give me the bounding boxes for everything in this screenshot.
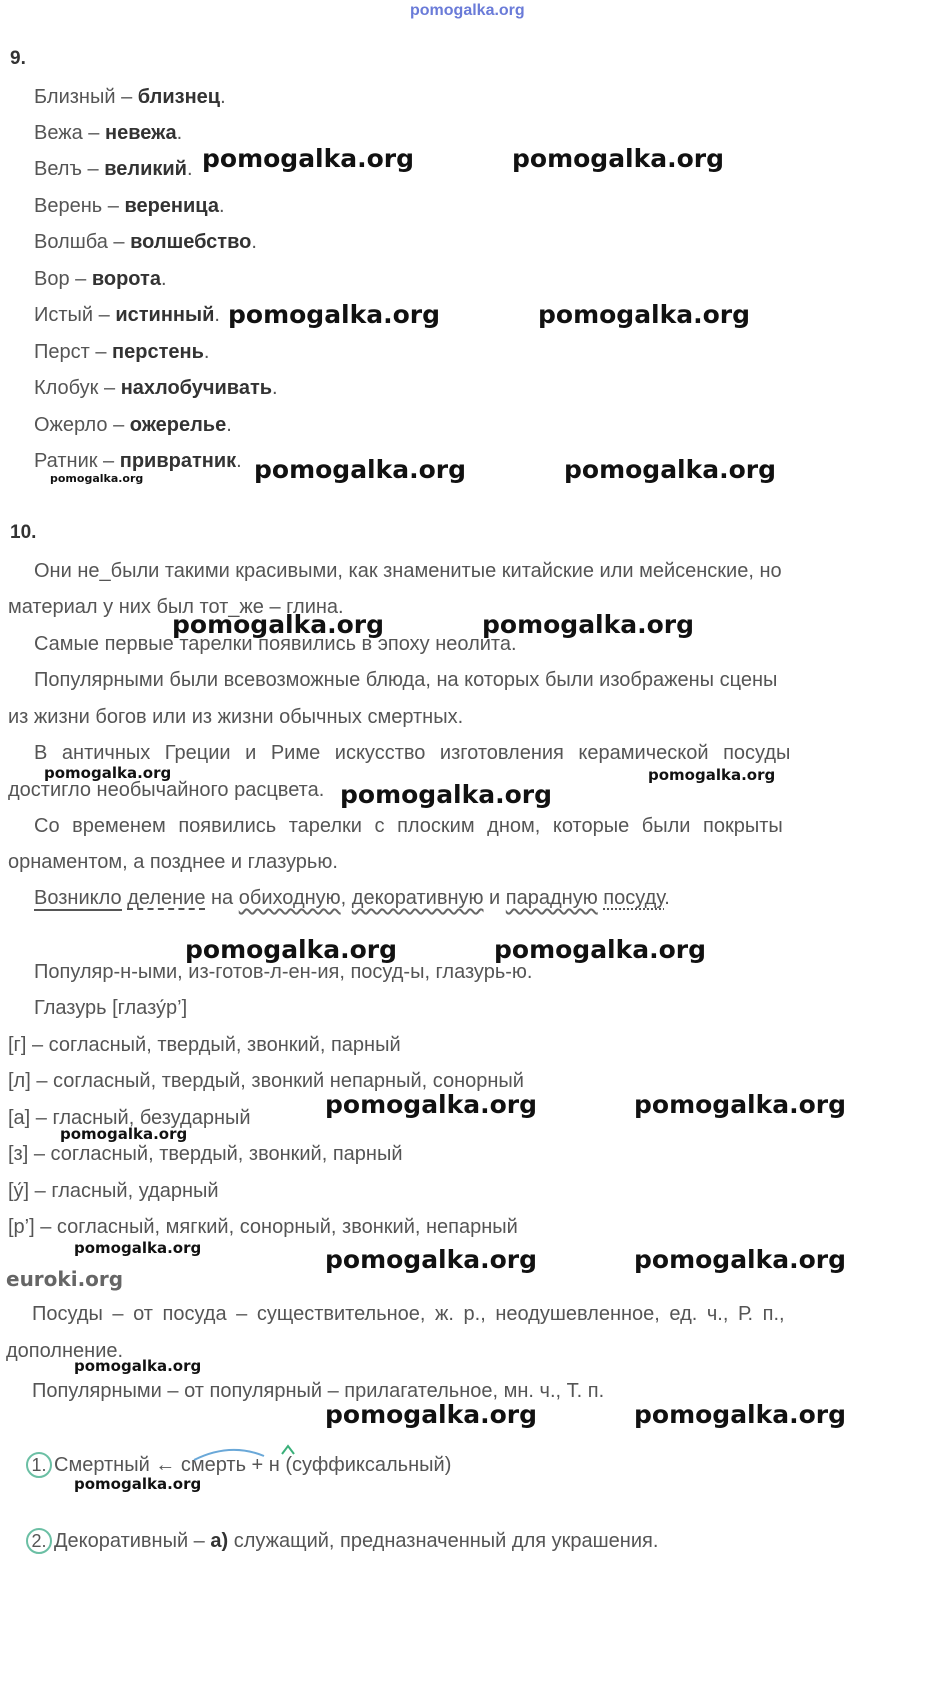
- p1-line1: Они не_были такими красивыми, как знаменитые китайские или мейсенские, но: [34, 560, 782, 582]
- watermark-small: pomogalka.org: [74, 1357, 202, 1375]
- word: Волшба: [34, 231, 108, 253]
- morph2: Популярными – от популярный – прилагательное, мн. ч., Т. п.: [32, 1380, 605, 1402]
- dash: –: [81, 158, 105, 180]
- period: .: [186, 158, 193, 180]
- word: Верень: [34, 195, 103, 217]
- period: .: [226, 414, 232, 436]
- p3-line2: из жизни богов или из жизни обычных смертных.: [8, 706, 464, 728]
- modifier-2: декоративную: [351, 887, 484, 909]
- morph1-line1: Посуды – от посуда – существительное, ж. р., неодушевленное, ед. ч., Р. п.,: [32, 1303, 785, 1325]
- subject: Возникло: [34, 887, 122, 909]
- watermark: pomogalka.org: [634, 1245, 847, 1274]
- dash: –: [102, 195, 125, 217]
- task-9-number: 9.: [10, 48, 26, 69]
- period: .: [176, 122, 183, 144]
- p4-line1: В античных Греции и Риме искусство изготовления керамической посуды: [34, 742, 791, 764]
- item-1-number: 1.: [26, 1452, 52, 1478]
- task-9-item: [34, 195, 225, 218]
- task-9-item: [34, 268, 167, 291]
- answer: ожерелье: [129, 414, 227, 436]
- phonetic-line: [л] – согласный, твердый, звонкий непарный, сонорный: [8, 1070, 524, 1092]
- item-2-pre: Декоративный –: [54, 1530, 211, 1552]
- p5-line2: орнаментом, а позднее и глазурью.: [8, 851, 338, 873]
- morph1-line2: дополнение.: [6, 1340, 124, 1362]
- word: Клобук: [34, 377, 99, 399]
- answer: близнец: [137, 86, 221, 108]
- item-2: [26, 1528, 658, 1554]
- dash: –: [115, 86, 138, 108]
- phonetic-line: [р’] – согласный, мягкий, сонорный, звонкий, непарный: [8, 1216, 518, 1238]
- task-9-item: [34, 450, 242, 473]
- modifier-3: парадную: [505, 887, 598, 909]
- object: посуду: [603, 887, 665, 909]
- item-2-post: служащий, предназначенный для украшения.: [228, 1530, 659, 1552]
- period: .: [220, 86, 226, 108]
- task-9-item: [34, 231, 257, 254]
- watermark: pomogalka.org: [564, 455, 777, 484]
- watermark: pomogalka.org: [228, 300, 441, 329]
- watermark: pomogalka.org: [494, 935, 707, 964]
- answer: ворота: [91, 268, 161, 290]
- word: Ратник: [34, 450, 98, 472]
- dash: –: [97, 450, 120, 472]
- period: .: [664, 887, 670, 909]
- period: .: [218, 195, 225, 217]
- watermark: pomogalka.org: [340, 780, 553, 809]
- connector: на: [205, 887, 239, 909]
- watermark: pomogalka.org: [634, 1090, 847, 1119]
- answer: вереница: [124, 195, 219, 217]
- watermark: pomogalka.org: [325, 1245, 538, 1274]
- p4-line2: достигло необычайного расцвета.: [8, 779, 325, 801]
- p5-line1: Со временем появились тарелки с плоским дном, которые были покрыты: [34, 815, 783, 837]
- watermark-small: pomogalka.org: [74, 1239, 202, 1257]
- item-1-text: Смертный ← смерть + н (суффиксальный): [54, 1454, 452, 1476]
- item-2-letter: а): [210, 1530, 229, 1552]
- dash: –: [107, 231, 131, 253]
- header-watermark: pomogalka.org: [410, 2, 525, 19]
- watermark: pomogalka.org: [538, 300, 751, 329]
- task-9-item: [34, 341, 209, 364]
- watermark-small: pomogalka.org: [44, 764, 172, 782]
- watermark-small: pomogalka.org: [60, 1125, 188, 1143]
- dash: –: [107, 414, 130, 436]
- watermark: pomogalka.org: [172, 610, 385, 639]
- word: Перст: [34, 341, 90, 363]
- watermark: pomogalka.org: [634, 1400, 847, 1429]
- watermark-tiny: pomogalka.org: [50, 472, 144, 485]
- dash: –: [98, 377, 121, 399]
- period: .: [236, 450, 242, 472]
- task-10-number: 10.: [10, 522, 37, 543]
- answer: невежа: [105, 122, 177, 144]
- word: Близный: [34, 86, 116, 108]
- task-9-item: [34, 377, 278, 400]
- task-9-item: [34, 414, 232, 437]
- task-9-item: [34, 122, 182, 145]
- modifier-1: обиходную: [238, 887, 341, 909]
- watermark: pomogalka.org: [325, 1400, 538, 1429]
- phonetic-line: [у́] – гласный, ударный: [8, 1180, 219, 1202]
- morpheme-split: Популяр-н-ыми, из-готов-л-ен-ия, посуд-ы, глазурь-ю.: [34, 961, 533, 983]
- word: Вор: [34, 268, 70, 290]
- task-9-item: [34, 304, 220, 327]
- parsed-sentence: [34, 887, 670, 910]
- word: Вежа: [34, 122, 83, 144]
- comma: ,: [340, 887, 352, 909]
- answer: привратник: [119, 450, 237, 472]
- watermark: pomogalka.org: [202, 144, 415, 173]
- period: .: [214, 304, 220, 326]
- phonetic-line: [а] – гласный, безударный: [8, 1107, 251, 1129]
- watermark: pomogalka.org: [325, 1090, 538, 1119]
- dash: –: [89, 341, 113, 363]
- phonetic-line: [з] – согласный, твердый, звонкий, парный: [8, 1143, 403, 1165]
- word: Ожерло: [34, 414, 108, 436]
- answer: истинный: [115, 304, 215, 326]
- p3-line1: Популярными были всевозможные блюда, на которых были изображены сцены: [34, 669, 778, 691]
- task-9-item: [34, 86, 226, 109]
- root-arc: [190, 1440, 310, 1464]
- p1-line2: материал у них был тот_же – глина.: [8, 596, 344, 618]
- conjunction: и: [483, 887, 506, 909]
- period: .: [251, 231, 257, 253]
- dash: –: [82, 122, 105, 144]
- word: Велъ: [34, 158, 82, 180]
- watermark: pomogalka.org: [482, 610, 695, 639]
- dash: –: [93, 304, 116, 326]
- answer: великий: [104, 158, 187, 180]
- watermark-small: pomogalka.org: [74, 1475, 202, 1493]
- dash: –: [69, 268, 92, 290]
- watermark: pomogalka.org: [254, 455, 467, 484]
- answer: волшебство: [130, 231, 252, 253]
- phonetic-line: [г] – согласный, твердый, звонкий, парный: [8, 1034, 401, 1056]
- item-2-number: 2.: [26, 1528, 52, 1554]
- watermark: pomogalka.org: [185, 935, 398, 964]
- answer: нахлобучивать: [120, 377, 273, 399]
- word: Истый: [34, 304, 94, 326]
- transcription: Глазурь [глазу́р’]: [34, 997, 188, 1019]
- predicate: деление: [127, 887, 206, 909]
- period: .: [272, 377, 278, 399]
- period: .: [160, 268, 167, 290]
- euroki-label: euroki.org: [6, 1267, 124, 1291]
- task-9-item: [34, 158, 193, 181]
- watermark-small: pomogalka.org: [648, 766, 776, 784]
- p2: Самые первые тарелки появились в эпоху неолита.: [34, 633, 517, 655]
- answer: перстень: [112, 341, 204, 363]
- period: .: [203, 341, 210, 363]
- watermark: pomogalka.org: [512, 144, 725, 173]
